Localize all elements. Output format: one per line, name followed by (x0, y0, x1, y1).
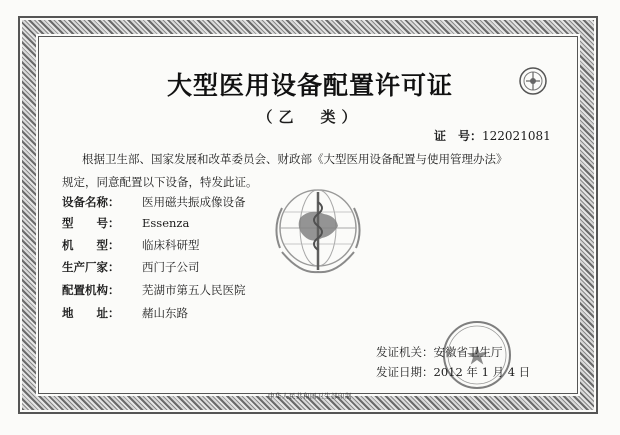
field-label: 机 型： (62, 238, 120, 252)
certificate-title: 大型医用设备配置许可证 (166, 71, 453, 100)
field-model (62, 215, 189, 235)
field-value: 医用磁共振成像设备 (142, 195, 246, 209)
certificate-number-label: 证 号： (434, 129, 483, 143)
field-label: 型 号： (62, 216, 120, 230)
field-label: 配置机构： (62, 283, 120, 297)
field-value: 临床科研型 (142, 238, 200, 252)
field-device-name (62, 194, 246, 214)
field-institution (62, 282, 246, 302)
field-address (62, 305, 188, 325)
paragraph-line-2: 规定，同意配置以下设备，特发此证。 (62, 175, 258, 189)
certificate-number (434, 127, 551, 144)
issue-date-value: 2012 年 1 月 4 日 (433, 365, 531, 379)
field-value: Essenza (142, 216, 190, 230)
issuing-authority-value: 安徽省卫生厅 (433, 345, 503, 359)
certificate-number-value: 122021081 (482, 129, 551, 143)
field-value: 赭山东路 (142, 306, 188, 320)
issue-date-label: 发证日期： (376, 365, 434, 379)
issuing-authority (376, 344, 503, 360)
issuing-authority-label: 发证机关： (376, 345, 434, 359)
field-label: 设备名称： (62, 195, 120, 209)
issue-date (376, 364, 530, 380)
field-value: 西门子公司 (142, 260, 200, 274)
field-label: 地 址： (62, 306, 120, 320)
paragraph-line-1: 根据卫生部、国家发展和改革委员会、财政部《大型医用设备配置与使用管理办法》 (82, 152, 508, 166)
field-machine-type (62, 237, 200, 257)
ministry-of-health-emblem-icon (266, 178, 370, 282)
certificate-class: （乙 类） (257, 108, 363, 126)
field-label: 生产厂家： (62, 260, 120, 274)
field-value: 芜湖市第五人民医院 (142, 283, 246, 297)
field-manufacturer (62, 259, 200, 279)
printer-imprint: 中华人民共和国卫生部印制 (268, 392, 352, 400)
